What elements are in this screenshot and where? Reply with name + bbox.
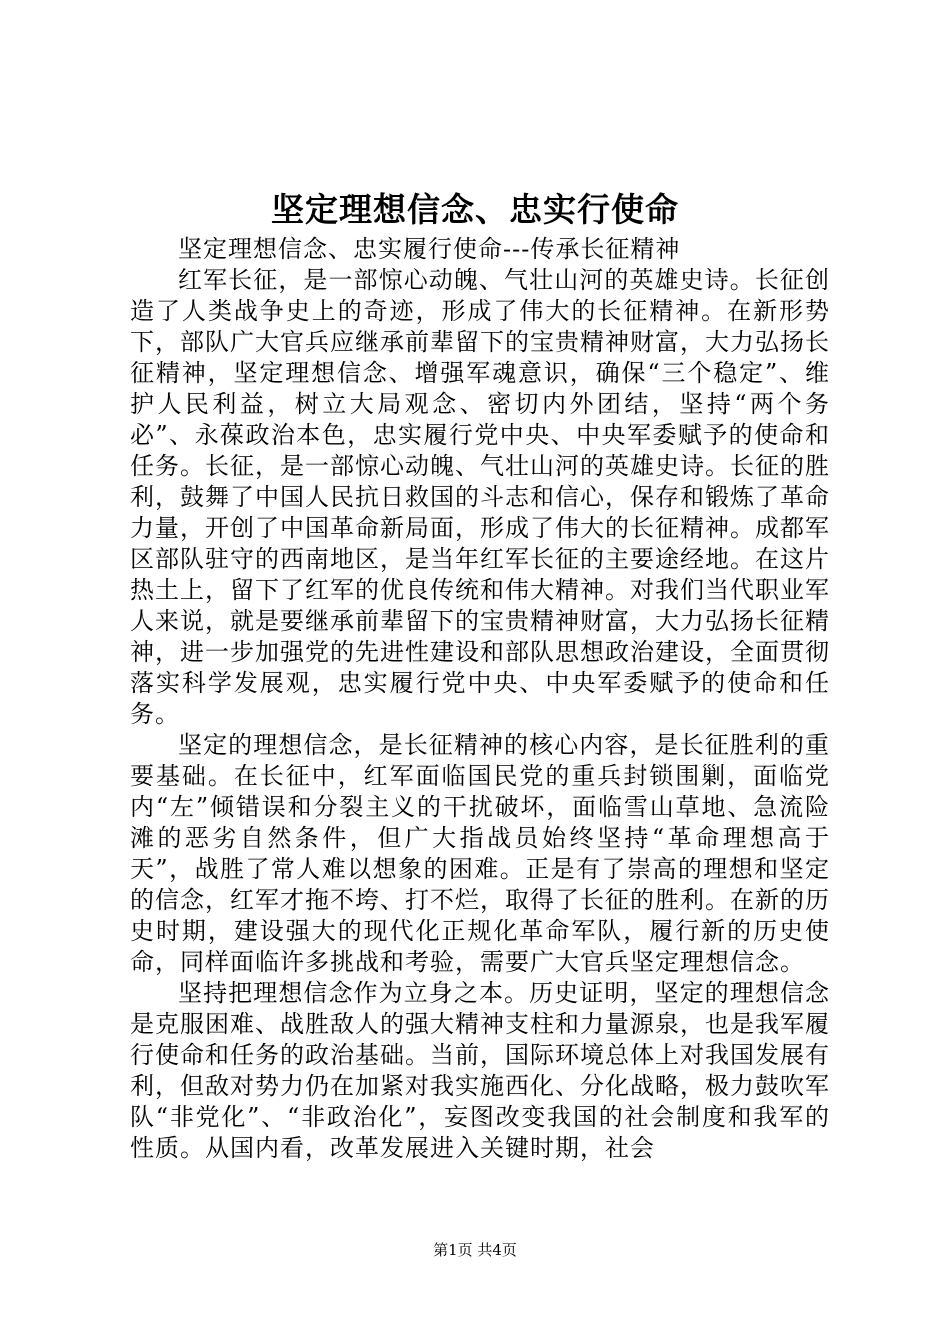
paragraph-subtitle: 坚定理想信念、忠实履行使命---传承长征精神 (178, 235, 681, 263)
page-footer: 第1页 共4页 (433, 1241, 517, 1259)
paragraph: 坚定的理想信念，是长征精神的核心内容，是长征胜利的重要基础。在长征中，红军面临国民党的重兵封锁围剿，面临党内“左”倾错误和分裂主义的干扰破坏，面临雪山草地、急流险滩的恶劣自然条件，但广大指战员始终坚持“革命理想高于天”，战胜了常人难以想象的困难。正是有了崇高的理想和坚定的信念，红军才拖不垮、打不烂，取得了长征的胜利。在新的历史时期，建设强大的现代化正规化革命军队，履行新的历史使命，同样面临许多挑战和考验，需要广大官兵坚定理想信念。 (130, 731, 830, 976)
paragraph: 坚持把理想信念作为立身之本。历史证明，坚定的理想信念是克服困难、战胜敌人的强大精神支柱和力量源泉，也是我军履行使命和任务的政治基础。当前，国际环境总体上对我国发展有利，但敌对势力仍在加紧对我实施西化、分化战略，极力鼓吹军队“非党化”、“非政治化”，妄图改变我国的社会制度和我军的性质。从国内看，改革发展进入关键时期，社会 (130, 979, 830, 1162)
document-title: 坚定理想信念、忠实行使命 (271, 190, 679, 229)
document-body (130, 234, 830, 1164)
paragraph: 红军长征，是一部惊心动魄、气壮山河的英雄史诗。长征创造了人类战争史上的奇迹，形成了伟大的长征精神。在新形势下，部队广大官兵应继承前辈留下的宝贵精神财富，大力弘扬长征精神，坚定理想信念、增强军魂意识，确保“三个稳定”、维护人民利益，树立大局观念、密切内外团结，坚持“两个务必”、永葆政治本色，忠实履行党中央、中央军委赋予的使命和任务。长征，是一部惊心动魄、气壮山河的英雄史诗。长征的胜利，鼓舞了中国人民抗日救国的斗志和信心，保存和锻炼了革命力量，开创了中国革命新局面，形成了伟大的长征精神。成都军区部队驻守的西南地区，是当年红军长征的主要途经地。在这片热土上，留下了红军的优良传统和伟大精神。对我们当代职业军人来说，就是要继承前辈留下的宝贵精神财富，大力弘扬长征精神，进一步加强党的先进性建设和部队思想政治建设，全面贯彻落实科学发展观，忠实履行党中央、中央军委赋予的使命和任务。 (130, 266, 830, 728)
